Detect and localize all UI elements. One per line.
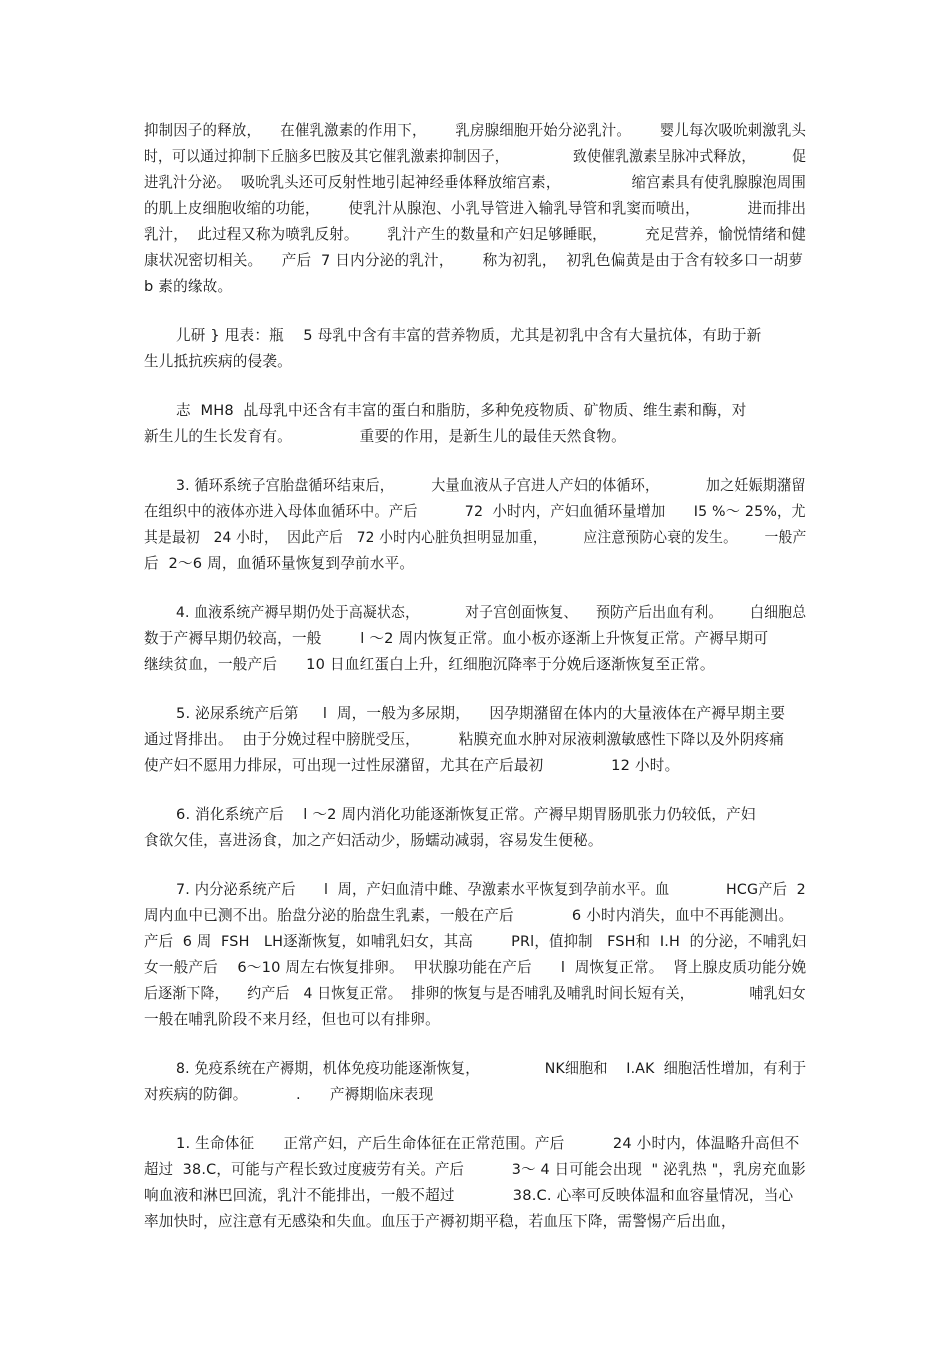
text-line: 4. 血液系统产褥早期仍处于高凝状态， 对子宫创面恢复、 预防产后出血有利。 白细胞总 (176, 604, 807, 621)
text-line: 6. 消化系统产后 l ～2 周内消化功能逐渐恢复正常。产褥早期胃肠肌张力仍较低，产妇 (176, 806, 756, 823)
text-line: 3. 循环系统子宫胎盘循环结束后， 大量血液从子宫进人产妇的体循环， 加之妊娠期潴留 (176, 477, 806, 494)
text-line: 对疾病的防御。 . 产褥期临床表现 (144, 1086, 434, 1103)
text-line: 使产妇不愿用力排尿，可出现一过性尿潴留，尤其在产后最初 12 小时。 (144, 757, 680, 774)
text-line: 其是最初 24 小时， 因此产后 72 小时内心脏负担明显加重， 应注意预防心衰的发生。 一般产 (144, 529, 807, 546)
text-line: 数于产褥早期仍较高，一般 l ～2 周内恢复正常。血小板亦逐渐上升恢复正常。产褥早期可 (144, 630, 769, 647)
text-line: 志 MH8 乩母乳中还含有丰富的蛋白和脂肪，多种免疫物质、矿物质、维生素和酶，对 (176, 402, 747, 419)
text-line: 女一般产后 6～10 周左右恢复排卵。 甲状腺功能在产后 l 周恢复正常。 肾上腺皮质功能分娩 (144, 959, 807, 976)
text-line: 乳汁， 此过程又称为喷乳反射。 乳汁产生的数量和产妇足够睡眠， 充足营养，愉悦情绪和健 (144, 226, 807, 243)
text-line: 新生儿的生长发育有。 重要的作用，是新生儿的最佳天然食物。 (144, 428, 626, 445)
text-line: 8. 免疫系统在产褥期，机体免疫功能逐渐恢复， NK细胞和 I.AK 细胞活性增加，有利于 (176, 1060, 807, 1077)
text-line: 响血液和淋巴回流，乳汁不能排出，一般不超过 38.C. 心率可反映体温和血容量情况，当心 (144, 1187, 794, 1204)
text-line: 5. 泌尿系统产后第 l 周，一般为多尿期， 因孕期潴留在体内的大量液体在产褥早期主要 (176, 705, 786, 722)
text-line: b 素的缘故。 (144, 278, 233, 295)
text-line: 一般在哺乳阶段不来月经，但也可以有排卵。 (144, 1011, 440, 1028)
text-line: 儿研 } 甩表：瓶 5 母乳中含有丰富的营养物质，尤其是初乳中含有大量抗体，有助于新 (176, 327, 762, 344)
text-line: 周内血中已测不出。胎盘分泌的胎盘生乳素，一般在产后 6 小时内消失，血中不再能测出。 (144, 907, 794, 924)
text-line: 后逐渐下降， 约产后 4 日恢复正常。 排卵的恢复与是否哺乳及哺乳时间长短有关， 哺乳妇女 (144, 985, 806, 1002)
text-line: 在组织中的液体亦进入母体血循环中。产后 72 小时内，产妇血循环量增加 I5 %～ 25%，尤 (144, 503, 806, 520)
text-line: 时，可以通过抑制下丘脑多巴胺及其它催乳激素抑制因子， 致使催乳激素呈脉冲式释放， 促 (144, 148, 807, 165)
text-line: 率加快时，应注意有无感染和失血。血压于产褥初期平稳，若血压下降，需警惕产后出血， (144, 1213, 736, 1230)
text-line: 继续贫血，一般产后 10 日血红蛋白上升，红细胞沉降率于分娩后逐渐恢复至正常。 (144, 656, 715, 673)
text-line: 生儿抵抗疾病的侵袭。 (144, 353, 292, 370)
text-line: 进乳汁分泌。 吸吮乳头还可反射性地引起神经垂体释放缩宫素， 缩宫素具有使乳腺腺泡周围 (144, 174, 807, 191)
text-line: 的肌上皮细胞收缩的功能， 使乳汁从腺泡、小乳导管进入输乳导管和乳窦而喷出， 进而排出 (144, 200, 807, 217)
text-line: 食欲欠佳，喜进汤食，加之产妇活动少，肠蠕动减弱，容易发生便秘。 (144, 832, 603, 849)
text-line: 抑制因子的释放， 在催乳激素的作用下， 乳房腺细胞开始分泌乳汁。 婴儿每次吸吮刺激乳头 (144, 122, 807, 139)
text-line: 产后 6 周 FSH LH逐渐恢复，如哺乳妇女，其高 PRl，值抑制 FSH和 I.H 的分泌，不哺乳妇 (144, 933, 807, 950)
text-line: 超过 38.C，可能与产程长致过度疲劳有关。产后 3～ 4 日可能会出现 " 泌乳热 "，乳房充血影 (144, 1161, 806, 1178)
text-line: 通过肾排出。 由于分娩过程中膀胱受压， 粘膜充血水肿对尿液刺激敏感性下降以及外阴疼痛 (144, 731, 785, 748)
text-line: 康状况密切相关。 产后 7 日内分泌的乳汁， 称为初乳， 初乳色偏黄是由于含有较多口一胡萝 (144, 252, 804, 269)
text-line: 后 2～6 周，血循环量恢复到孕前水平。 (144, 555, 415, 572)
text-line: 1. 生命体征 正常产妇，产后生命体征在正常范围。产后 24 小时内，体温略升高但不 (176, 1135, 800, 1152)
text-line: 7. 内分泌系统产后 l 周，产妇血清中雌、孕激素水平恢复到孕前水平。血 HCG产后 2 (176, 881, 806, 898)
